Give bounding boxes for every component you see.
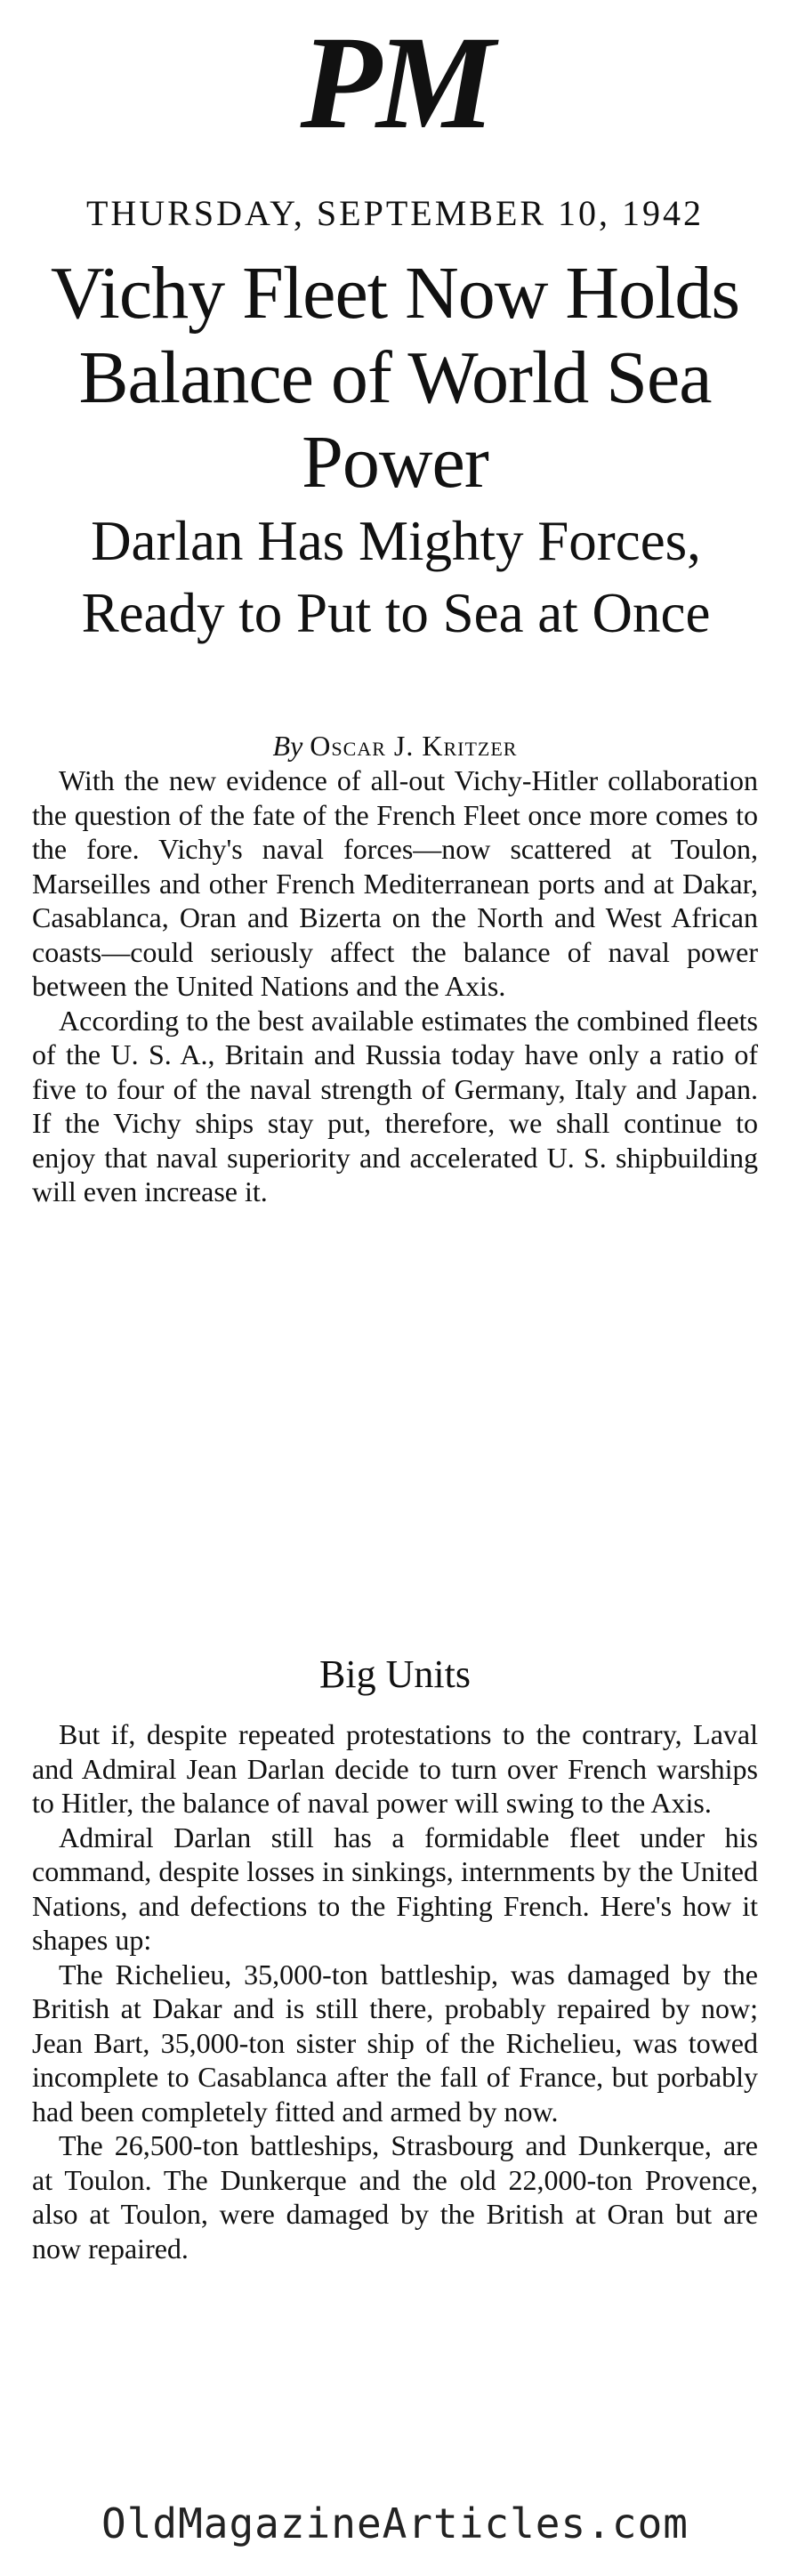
headline: Vichy Fleet Now Holds Balance of World Sea Power <box>50 252 740 504</box>
paragraph: According to the best available estimates the combined fleets of the U. S. A., Britain and Russia today have only a ratio of five to four of the naval strength of Germany, Italy and Japan. If the Vichy ships stay put, therefore, we shall continue to enjoy that naval superiority and accelerated U. S. shipbuilding will even increase it. <box>32 1004 758 1207</box>
article-body-part-2 <box>32 1717 758 2265</box>
subheadline: Darlan Has Mighty Forces, Ready to Put to Sea at Once <box>81 510 711 644</box>
byline-prefix: By <box>272 730 303 762</box>
byline-author: Oscar J. Kritzer <box>310 730 518 762</box>
masthead: PM <box>300 9 490 157</box>
paragraph: But if, despite repeated protestations to the contrary, Laval and Admiral Jean Darlan decide to turn over French warships to Hitler, the balance of naval power will swing to the Axis. <box>32 1718 758 1819</box>
footer-watermark: OldMagazineArticles.com <box>101 2499 689 2548</box>
paragraph: The Richelieu, 35,000-ton battleship, was damaged by the British at Dakar and is still there, probably repaired by now; Jean Bart, 35,000-ton sister ship of the Richelieu, was towed incomplete to Casablanca after the fall of France, but porbably had been completely fitted and armed by now. <box>32 1958 758 2128</box>
section-heading: Big Units <box>319 1652 471 1696</box>
paragraph: Admiral Darlan still has a formidable fleet under his command, despite losses in sinkings, internments by the United Nations, and defections to the Fighting French. Here's how it shapes up: <box>32 1821 758 1956</box>
byline <box>0 728 790 763</box>
paragraph: With the new evidence of all-out Vichy-Hitler collaboration the question of the fate of the French Fleet once more comes to the fore. Vichy's naval forces—now scattered at Toulon, Marseilles and other French Mediterranean ports and at Dakar, Casablanca, Oran and Bizerta on the North and West African coasts—could seriously affect the balance of naval power between the United Nations and the Axis. <box>32 764 758 1002</box>
dateline: THURSDAY, SEPTEMBER 10, 1942 <box>85 193 705 233</box>
article-body-part-1 <box>32 763 758 1209</box>
paragraph: The 26,500-ton battleships, Strasbourg and Dunkerque, are at Toulon. The Dunkerque and the old 22,000-ton Provence, also at Toulon, were damaged by the British at Oran but are now repaired. <box>32 2129 758 2265</box>
